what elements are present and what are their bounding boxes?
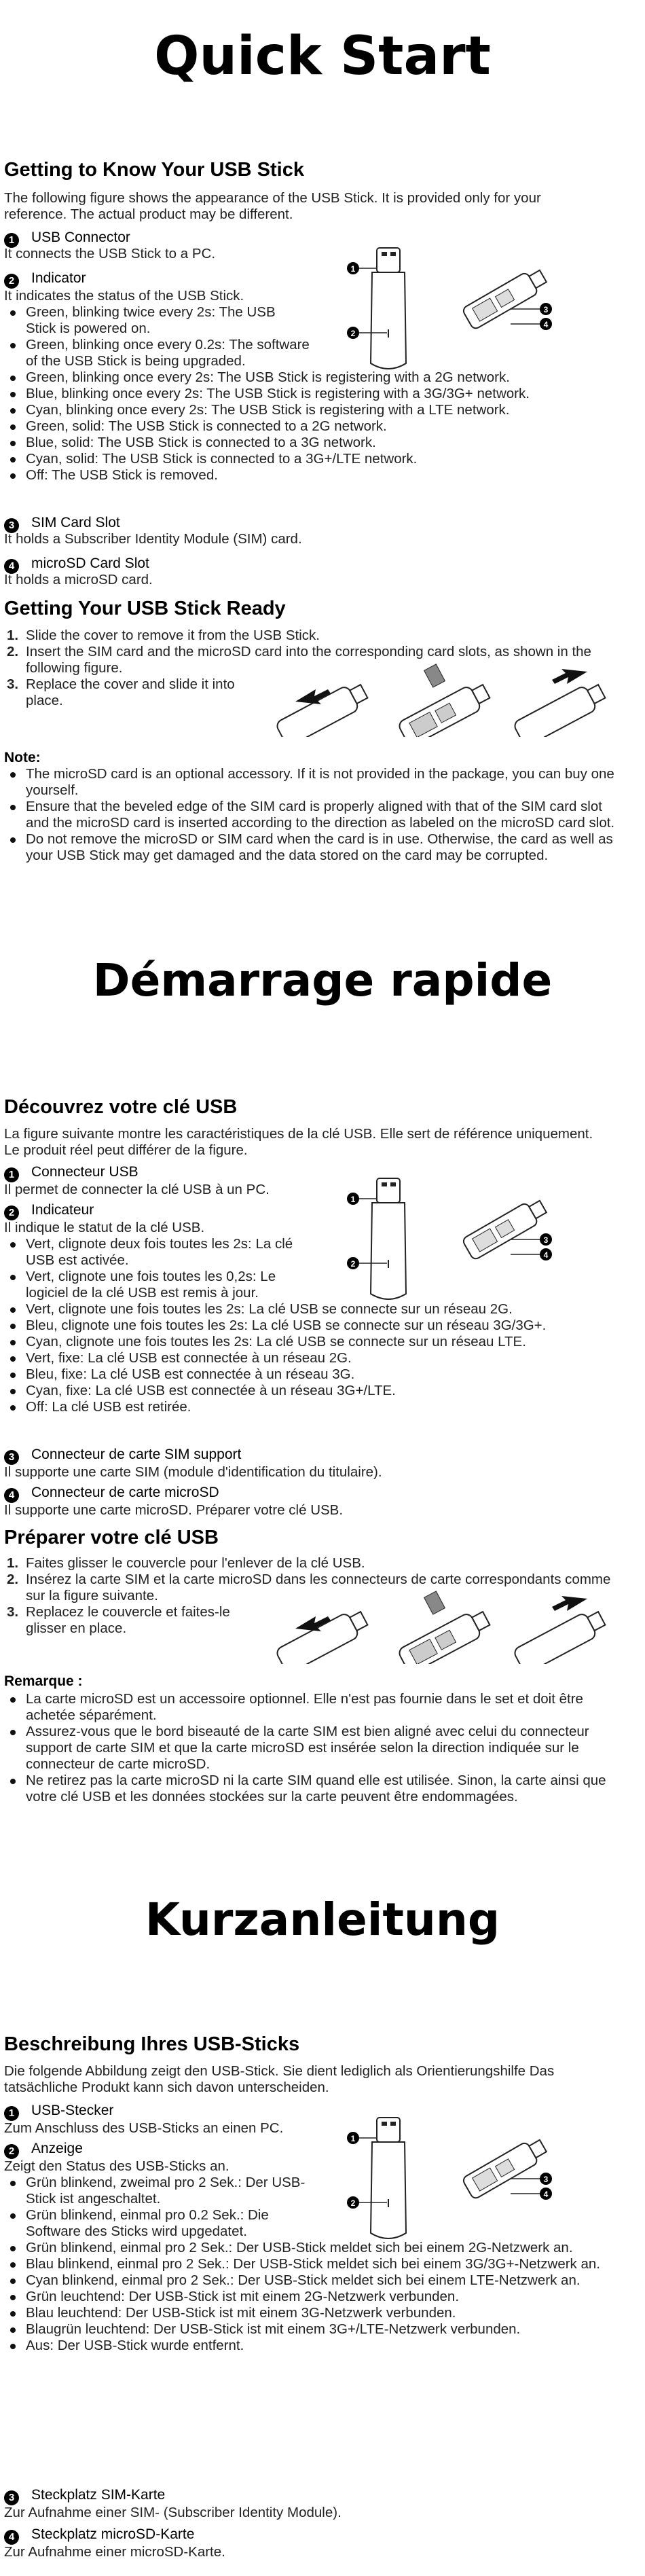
list-item: 3. Replacez le couvercle et faites-le glisser en place. (7, 1604, 230, 1636)
list-item: The microSD card is an optional accessory. If it is not provided in the package, you can buy one yourself. (4, 766, 615, 799)
component-3-title-en: 3 SIM Card Slot (4, 515, 120, 533)
list-item: Green, blinking once every 2s: The USB Stick is registering with a 2G network. (4, 369, 615, 386)
usb-stick-figure (333, 1172, 564, 1307)
number-2-badge: 2 (4, 274, 19, 289)
intro-en: The following figure shows the appearance of the USB Stick. It is provided only for your reference. The actual product may be different. (4, 190, 541, 222)
list-item: Grün blinkend, zweimal pro 2 Sek.: Der USB-Stick ist angeschaltet. (4, 2175, 314, 2207)
heading-know-de: Beschreibung Ihres USB-Sticks (4, 2033, 300, 2055)
list-item: Cyan, solid: The USB Stick is connected to a 3G+/LTE network. (4, 451, 615, 467)
component-2-desc-en: It indicates the status of the USB Stick. (4, 288, 244, 304)
number-3-badge: 3 (4, 1450, 19, 1465)
usb-stick-figure (333, 241, 564, 377)
note-label-en: Note: (4, 750, 41, 765)
svg-text:4: 4 (543, 320, 549, 329)
list-item: La carte microSD est un accessoire optionnel. Elle n'est pas fournie dans le set et doit être achetée séparément. (4, 1691, 615, 1724)
svg-text:1: 1 (350, 2134, 356, 2143)
list-item: Assurez-vous que le bord biseauté de la carte SIM est bien aligné avec celui du connecteur support de carte SIM et que la carte microSD est insérée selon la direction indiquée sur le connecteur de carte microSD. (4, 1724, 615, 1773)
list-item: Cyan, clignote une fois toutes les 2s: La clé USB se connecte sur un réseau LTE. (4, 1334, 615, 1350)
page-title-en: Quick Start (154, 26, 491, 87)
number-4-badge: 4 (4, 559, 19, 574)
list-item: 2. Insert the SIM card and the microSD card into the corresponding card slots, as shown in the following figure. (7, 644, 591, 676)
component-2-desc-fr: Il indique le statut de la clé USB. (4, 1220, 205, 1235)
number-4-badge: 4 (4, 2530, 19, 2545)
component-4-desc-de: Zur Aufnahme einer microSD-Karte. (4, 2544, 225, 2560)
note-label-fr: Remarque : (4, 1673, 83, 1689)
svg-text:1: 1 (350, 1195, 356, 1204)
svg-text:4: 4 (543, 2190, 549, 2199)
steps-figure (268, 1589, 614, 1664)
component-2-title-fr: 2 Indicateur (4, 1202, 94, 1220)
component-4-desc-fr: Il supporte une carte microSD. Préparer votre clé USB. (4, 1502, 344, 1518)
list-item: 3. Replace the cover and slide it into place. (7, 676, 235, 708)
list-item: Ensure that the beveled edge of the SIM card is properly aligned with that of the SIM card slot and the microSD card is inserted according to the direction as labeled on the microSD card slot. (4, 799, 615, 831)
list-item: Blue, solid: The USB Stick is connected to a 3G network. (4, 435, 615, 451)
list-item: Green, blinking once every 0.2s: The software of the USB Stick is being upgraded. (4, 337, 325, 369)
svg-text:3: 3 (543, 2175, 549, 2184)
notes-list-fr (4, 1691, 615, 1805)
component-1-desc-en: It connects the USB Stick to a PC. (4, 246, 216, 261)
list-item: Bleu, clignote une fois toutes les 2s: La clé USB se connecte sur un réseau 3G/3G+. (4, 1318, 615, 1334)
page-title-de: Kurzanleitung (145, 1893, 500, 1946)
component-1-title-de: 1 USB-Stecker (4, 2103, 113, 2121)
list-item: Cyan blinkend, einmal pro 2 Sek.: Der USB-Stick meldet sich bei einem LTE-Netzwerk an. (4, 2272, 615, 2289)
list-item: Off: La clé USB est retirée. (4, 1399, 615, 1415)
heading-ready-en: Getting Your USB Stick Ready (4, 598, 286, 619)
list-item: Grün blinkend, einmal pro 0.2 Sek.: Die Software des Sticks wird upgedatet. (4, 2207, 318, 2240)
list-item: Vert, fixe: La clé USB est connectée à un réseau 2G. (4, 1350, 615, 1366)
list-item: Vert, clignote deux fois toutes les 2s: La clé USB est activée. (4, 1236, 325, 1269)
component-3-title-fr: 3 Connecteur de carte SIM support (4, 1447, 241, 1465)
component-4-title-fr: 4 Connecteur de carte microSD (4, 1485, 219, 1503)
steps-figure (268, 662, 614, 737)
component-3-title-de: 3 Steckplatz SIM-Karte (4, 2487, 165, 2505)
number-1-badge: 1 (4, 233, 19, 248)
component-4-title-de: 4 Steckplatz microSD-Karte (4, 2526, 194, 2545)
svg-text:4: 4 (543, 1250, 549, 1260)
number-3-badge: 3 (4, 518, 19, 533)
heading-know-en: Getting to Know Your USB Stick (4, 159, 304, 181)
svg-text:1: 1 (350, 264, 356, 274)
list-item: Aus: Der USB-Stick wurde entfernt. (4, 2338, 615, 2354)
number-1-badge: 1 (4, 2106, 19, 2121)
component-4-title-en: 4 microSD Card Slot (4, 556, 149, 574)
list-item: Blaugrün leuchtend: Der USB-Stick ist mit einem 3G+/LTE-Netzwerk verbunden. (4, 2321, 615, 2338)
intro-fr: La figure suivante montre les caractéristiques de la clé USB. Elle sert de référence uniquement. Le produit réel peut différer de la figure. (4, 1126, 593, 1158)
list-item: Blau blinkend, einmal pro 2 Sek.: Der USB-Stick meldet sich bei einem 3G/3G+-Netzwerk an. (4, 2256, 615, 2272)
list-item: 1. Faites glisser le couvercle pour l'enlever de la clé USB. (7, 1555, 365, 1571)
list-item: Green, blinking twice every 2s: The USB Stick is powered on. (4, 304, 294, 337)
list-item: Blau leuchtend: Der USB-Stick ist mit einem 3G-Netzwerk verbunden. (4, 2305, 615, 2321)
list-item: 1. Slide the cover to remove it from the USB Stick. (7, 628, 320, 643)
component-3-desc-en: It holds a Subscriber Identity Module (SIM) card. (4, 531, 302, 547)
svg-text:3: 3 (543, 305, 549, 314)
intro-de: Die folgende Abbildung zeigt den USB-Stick. Sie dient lediglich als Orientierungshilfe Das tatsächliche Produkt kann sich davon unterscheiden. (4, 2063, 555, 2095)
page-title-fr: Démarrage rapide (92, 954, 553, 1006)
component-1-title-en: 1 USB Connector (4, 230, 130, 248)
component-3-desc-de: Zur Aufnahme einer SIM- (Subscriber Identity Module). (4, 2505, 342, 2520)
list-item: Grün blinkend, einmal pro 2 Sek.: Der USB-Stick meldet sich bei einem 2G-Netzwerk an. (4, 2240, 615, 2256)
heading-ready-fr: Préparer votre clé USB (4, 1527, 219, 1548)
number-3-badge: 3 (4, 2490, 19, 2505)
svg-text:3: 3 (543, 1235, 549, 1245)
number-4-badge: 4 (4, 1488, 19, 1503)
svg-text:2: 2 (350, 1259, 356, 1269)
number-2-badge: 2 (4, 2144, 19, 2159)
list-item: Do not remove the microSD or SIM card when the card is in use. Otherwise, the card as well as your USB Stick may get damaged and the data stored on the card may be corrupted. (4, 831, 615, 864)
list-item: Ne retirez pas la carte microSD ni la carte SIM quand elle est utilisée. Sinon, la carte ainsi que votre clé USB et les données stockées sur la carte peuvent être endommagées. (4, 1773, 615, 1805)
svg-text:2: 2 (350, 329, 356, 338)
component-1-desc-fr: Il permet de connecter la clé USB à un PC. (4, 1182, 270, 1197)
component-1-desc-de: Zum Anschluss des USB-Sticks an einen PC. (4, 2120, 284, 2136)
component-2-title-de: 2 Anzeige (4, 2141, 83, 2159)
component-2-title-en: 2 Indicator (4, 270, 86, 289)
component-1-title-fr: 1 Connecteur USB (4, 1164, 139, 1182)
component-2-desc-de: Zeigt den Status des USB-Sticks an. (4, 2158, 229, 2174)
list-item: Blue, blinking once every 2s: The USB Stick is registering with a 3G/3G+ network. (4, 386, 615, 402)
list-item: Cyan, fixe: La clé USB est connectée à un réseau 3G+/LTE. (4, 1383, 615, 1399)
list-item: Vert, clignote une fois toutes les 0,2s: Le logiciel de la clé USB est remis à jour. (4, 1269, 311, 1301)
list-item: Green, solid: The USB Stick is connected to a 2G network. (4, 418, 615, 435)
list-item: Vert, clignote une fois toutes les 2s: La clé USB se connecte sur un réseau 2G. (4, 1301, 615, 1318)
number-1-badge: 1 (4, 1167, 19, 1182)
list-item: Grün leuchtend: Der USB-Stick ist mit einem 2G-Netzwerk verbunden. (4, 2289, 615, 2305)
number-2-badge: 2 (4, 1205, 19, 1220)
svg-text:2: 2 (350, 2198, 356, 2208)
component-3-desc-fr: Il supporte une carte SIM (module d'identification du titulaire). (4, 1464, 382, 1480)
component-4-desc-en: It holds a microSD card. (4, 572, 153, 587)
usb-stick-figure (333, 2111, 564, 2247)
list-item: Off: The USB Stick is removed. (4, 467, 615, 484)
list-item: Bleu, fixe: La clé USB est connectée à un réseau 3G. (4, 1366, 615, 1383)
list-item: Cyan, blinking once every 2s: The USB Stick is registering with a LTE network. (4, 402, 615, 418)
notes-list-en (4, 766, 615, 864)
list-item: 2. Insérez la carte SIM et la carte microSD dans les connecteurs de carte correspondants comme sur la figure suivante. (7, 1572, 611, 1603)
heading-know-fr: Découvrez votre clé USB (4, 1096, 238, 1118)
